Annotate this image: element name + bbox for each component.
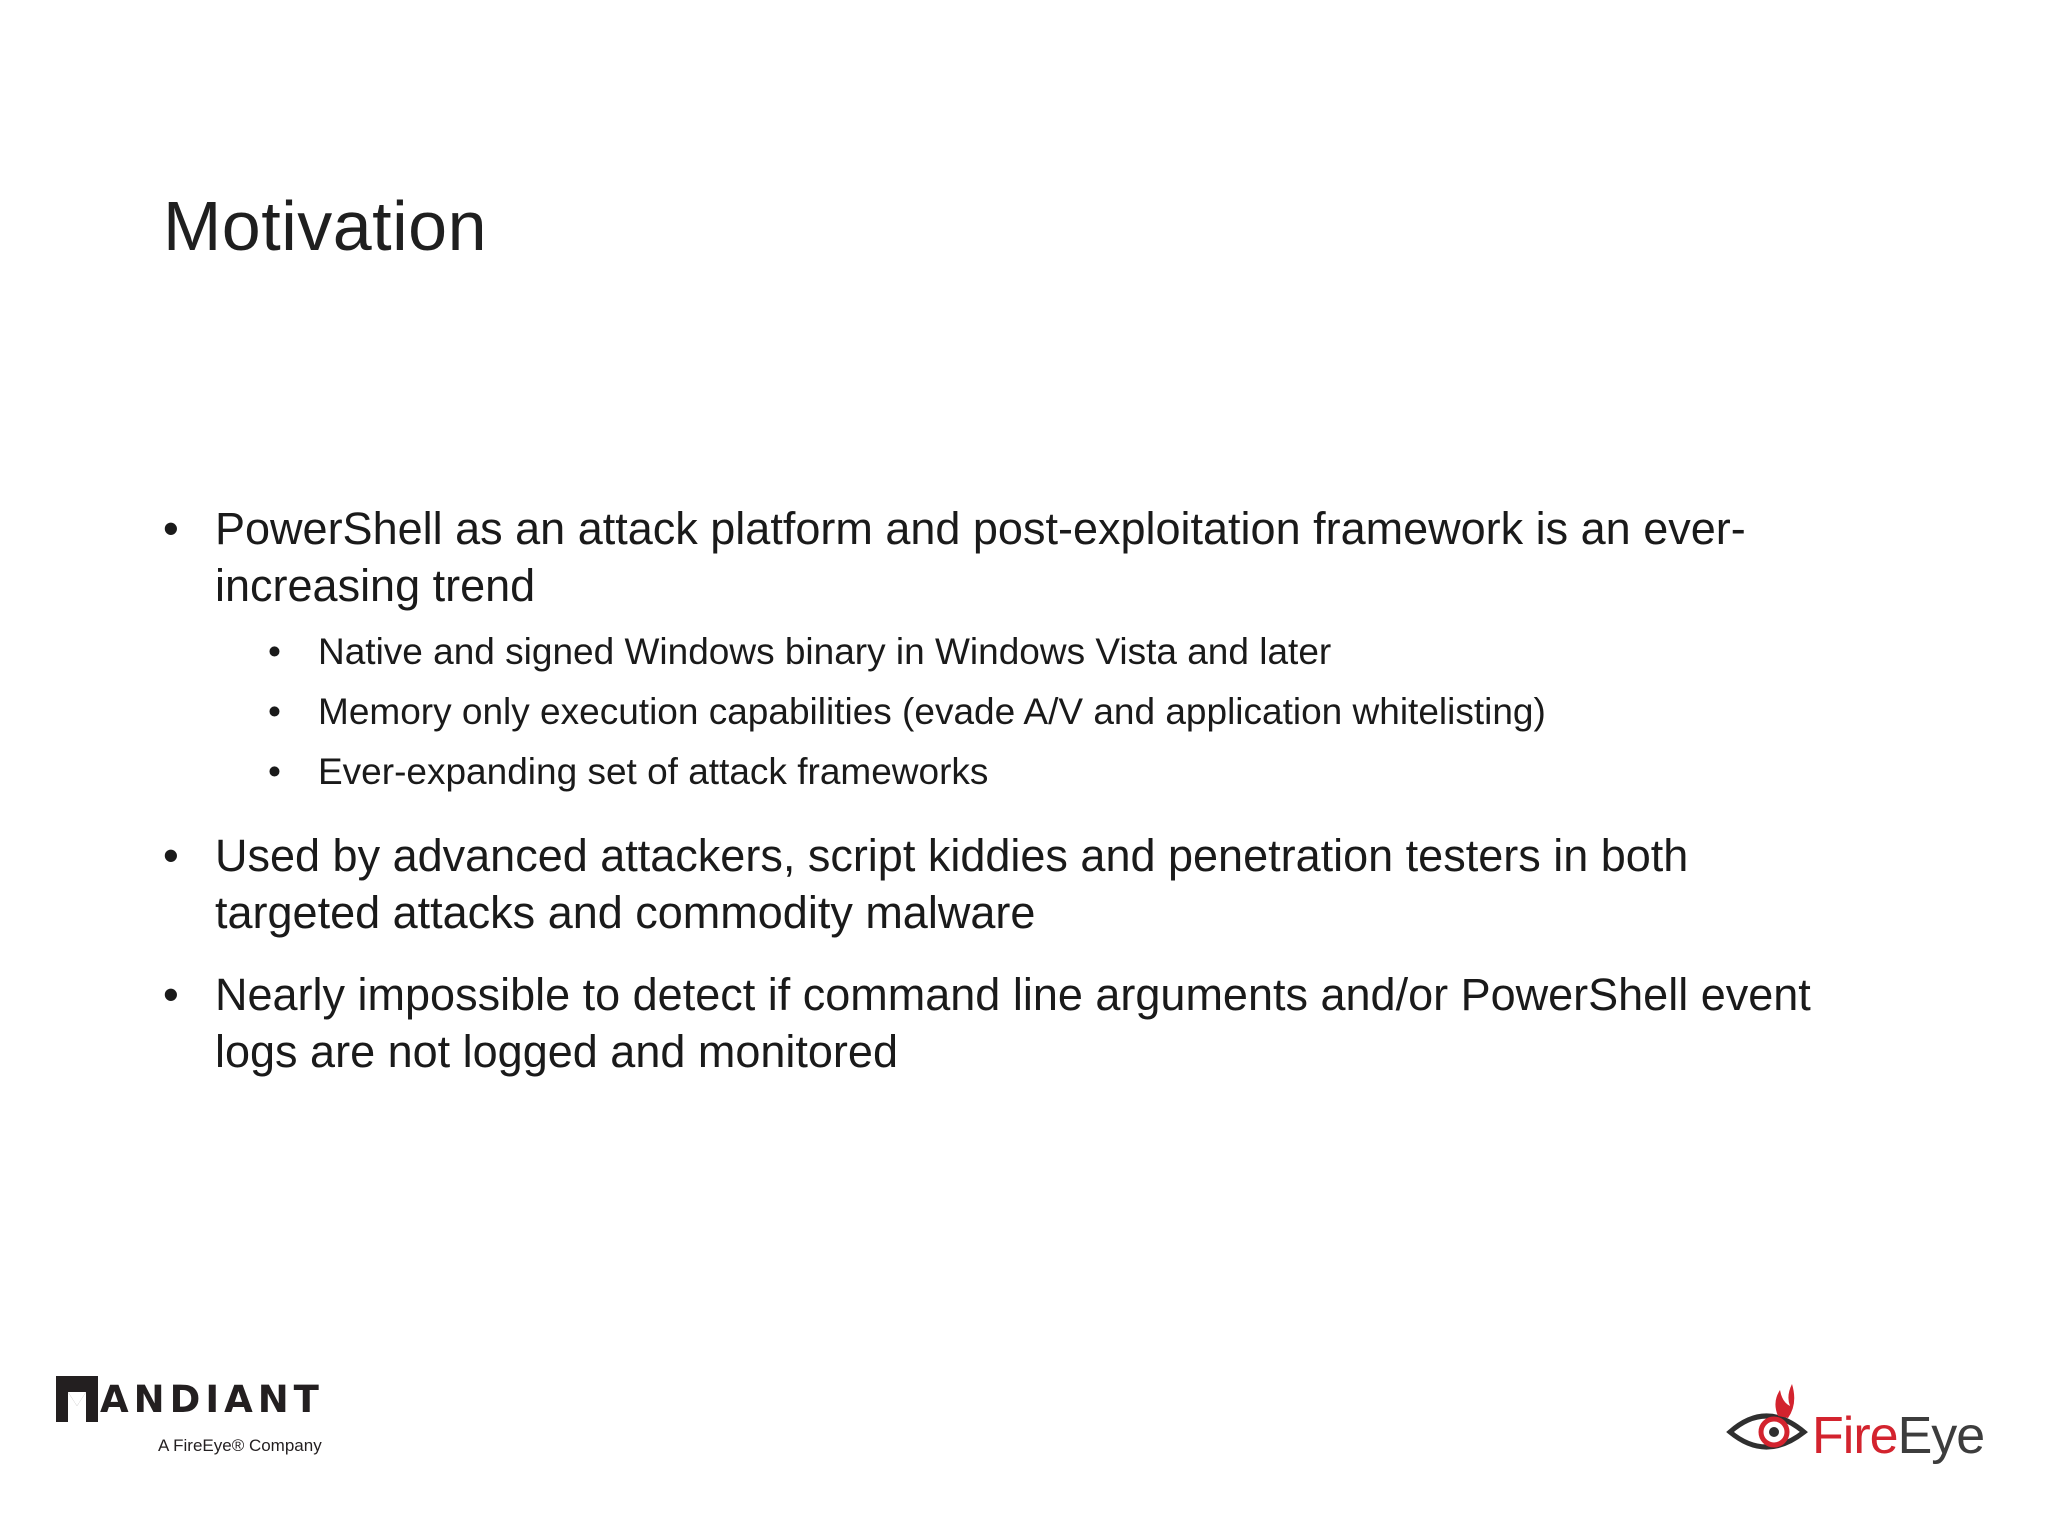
sub-bullet-text: Native and signed Windows binary in Windows Vista and later (318, 631, 1332, 672)
fireeye-word-eye: Eye (1897, 1407, 1985, 1465)
fireeye-wordmark (1812, 1406, 1984, 1466)
bullet-text: Used by advanced attackers, script kiddies and penetration testers in both targeted attacks and commodity malware (215, 830, 1689, 938)
bullet-text: Nearly impossible to detect if command line arguments and/or PowerShell event logs are not logged and monitored (215, 969, 1811, 1077)
sub-bullet-item (215, 742, 1900, 802)
fireeye-logo (1726, 1376, 2026, 1476)
mandiant-logo (56, 1374, 356, 1474)
bullet-marker: • (268, 691, 281, 732)
sub-bullet-item (215, 682, 1900, 742)
bullet-marker: • (268, 631, 281, 672)
bullet-item (160, 827, 1900, 941)
bullet-marker: • (268, 751, 281, 792)
bullet-list (160, 500, 1900, 1105)
slide-title: Motivation (163, 187, 488, 265)
fireeye-eye-icon (1726, 1376, 1816, 1476)
mandiant-m-icon (56, 1376, 98, 1422)
bullet-marker: • (163, 969, 179, 1020)
sub-bullet-text: Ever-expanding set of attack frameworks (318, 751, 989, 792)
bullet-item (160, 966, 1900, 1080)
bullet-text: PowerShell as an attack platform and post-exploitation framework is an ever-increasing trend (215, 503, 1746, 611)
fireeye-word-fire: Fire (1812, 1407, 1898, 1465)
bullet-item (160, 500, 1900, 802)
mandiant-tagline: A FireEye® Company (158, 1436, 322, 1455)
sub-bullet-list (215, 622, 1900, 802)
mandiant-wordmark: ANDIANT (100, 1378, 324, 1421)
sub-bullet-item (215, 622, 1900, 682)
bullet-marker: • (163, 503, 179, 554)
sub-bullet-text: Memory only execution capabilities (evade A/V and application whitelisting) (318, 691, 1546, 732)
bullet-marker: • (163, 830, 179, 881)
